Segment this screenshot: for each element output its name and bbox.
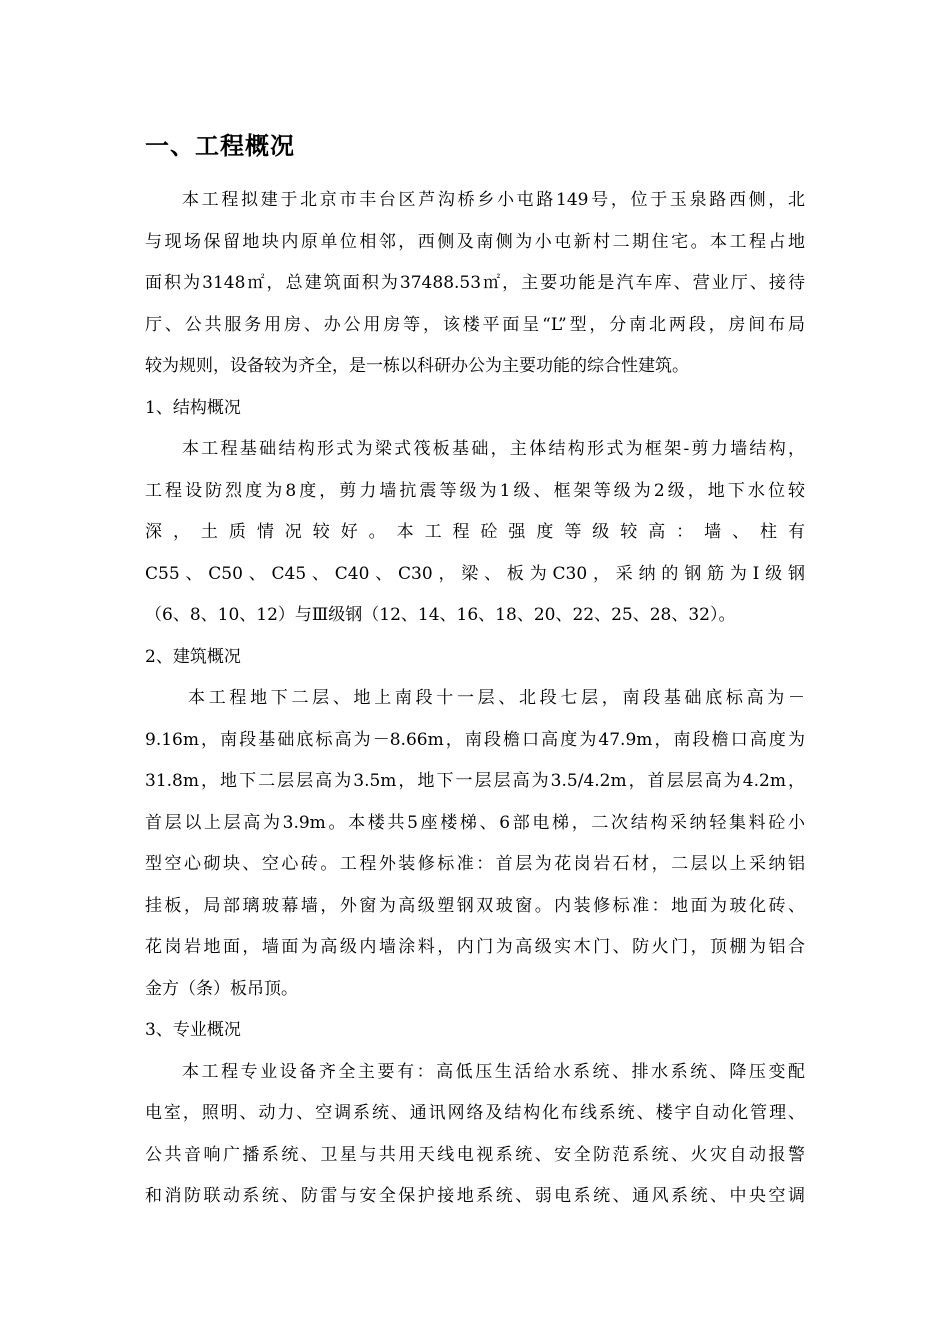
subsection-title-specialty: 3、专业概况 — [145, 1020, 241, 1040]
paragraph-line: 首层以上层高为3.9m。本楼共5座楼梯、6部电梯，二次结构采纳轻集料砼小 — [145, 813, 805, 833]
section-heading: 一、工程概况 — [145, 132, 295, 160]
paragraph-line: 较为规则，设备较为齐全，是一栋以科研办公为主要功能的综合性建筑。 — [145, 356, 689, 376]
paragraph-line: 工程设防烈度为8度，剪力墙抗震等级为1级、框架等级为2级，地下水位较 — [145, 481, 805, 501]
paragraph-line: 31.8m，地下二层层高为3.5m，地下一层层高为3.5/4.2m，首层层高为4.2m， — [145, 771, 805, 791]
paragraph-line: 金方（条）板吊顶。 — [145, 979, 298, 999]
paragraph-line: 花岗岩地面，墙面为高级内墙涂料，内门为高级实木门、防火门，顶棚为铝合 — [145, 937, 805, 957]
paragraph-line: 本工程专业设备齐全主要有：高低压生活给水系统、排水系统、降压变配 — [182, 1062, 805, 1082]
paragraph-line: 型空心砌块、空心砖。工程外装修标准：首层为花岗岩石材，二层以上采纳铝 — [145, 854, 805, 874]
paragraph-line: 厅、公共服务用房、办公用房等，该楼平面呈“L”型，分南北两段，房间布局 — [145, 315, 805, 335]
paragraph-line: 与现场保留地块内原单位相邻，西侧及南侧为小屯新村二期住宅。本工程占地 — [145, 232, 805, 252]
subsection-title-architecture: 2、建筑概况 — [145, 647, 241, 667]
paragraph-line: 本工程基础结构形式为梁式筏板基础，主体结构形式为框架-剪力墙结构， — [182, 439, 805, 459]
paragraph-line: 电室，照明、动力、空调系统、通讯网络及结构化布线系统、楼宇自动化管理、 — [145, 1103, 805, 1123]
paragraph-line: 本工程地下二层、地上南段十一层、北段七层，南段基础底标高为－ — [188, 688, 805, 708]
paragraph-line: C55、C50、C45、C40、C30，梁、板为C30，采纳的钢筋为Ⅰ级钢 — [145, 564, 805, 584]
paragraph-line: 9.16m，南段基础底标高为－8.66m，南段檐口高度为47.9m，南段檐口高度为 — [145, 730, 805, 750]
subsection-title-structure: 1、结构概况 — [145, 398, 241, 418]
paragraph-line: 公共音响广播系统、卫星与共用天线电视系统、安全防范系统、火灾自动报警 — [145, 1145, 805, 1165]
paragraph-line: （6、8、10、12）与Ⅲ级钢（12、14、16、18、20、22、25、28、32）。 — [145, 605, 736, 625]
paragraph-line: 和消防联动系统、防雷与安全保护接地系统、弱电系统、通风系统、中央空调 — [145, 1186, 805, 1206]
paragraph-line: 本工程拟建于北京市丰台区芦沟桥乡小屯路149号，位于玉泉路西侧，北 — [182, 190, 805, 210]
paragraph-line: 深，土质情况较好。本工程砼强度等级较高：墙、柱有 — [145, 522, 805, 542]
paragraph-line: 挂板，局部璃玻幕墙，外窗为高级塑钢双玻窗。内装修标准：地面为玻化砖、 — [145, 896, 805, 916]
paragraph-line: 面积为3148㎡，总建筑面积为37488.53㎡，主要功能是汽车库、营业厅、接待 — [145, 273, 805, 293]
